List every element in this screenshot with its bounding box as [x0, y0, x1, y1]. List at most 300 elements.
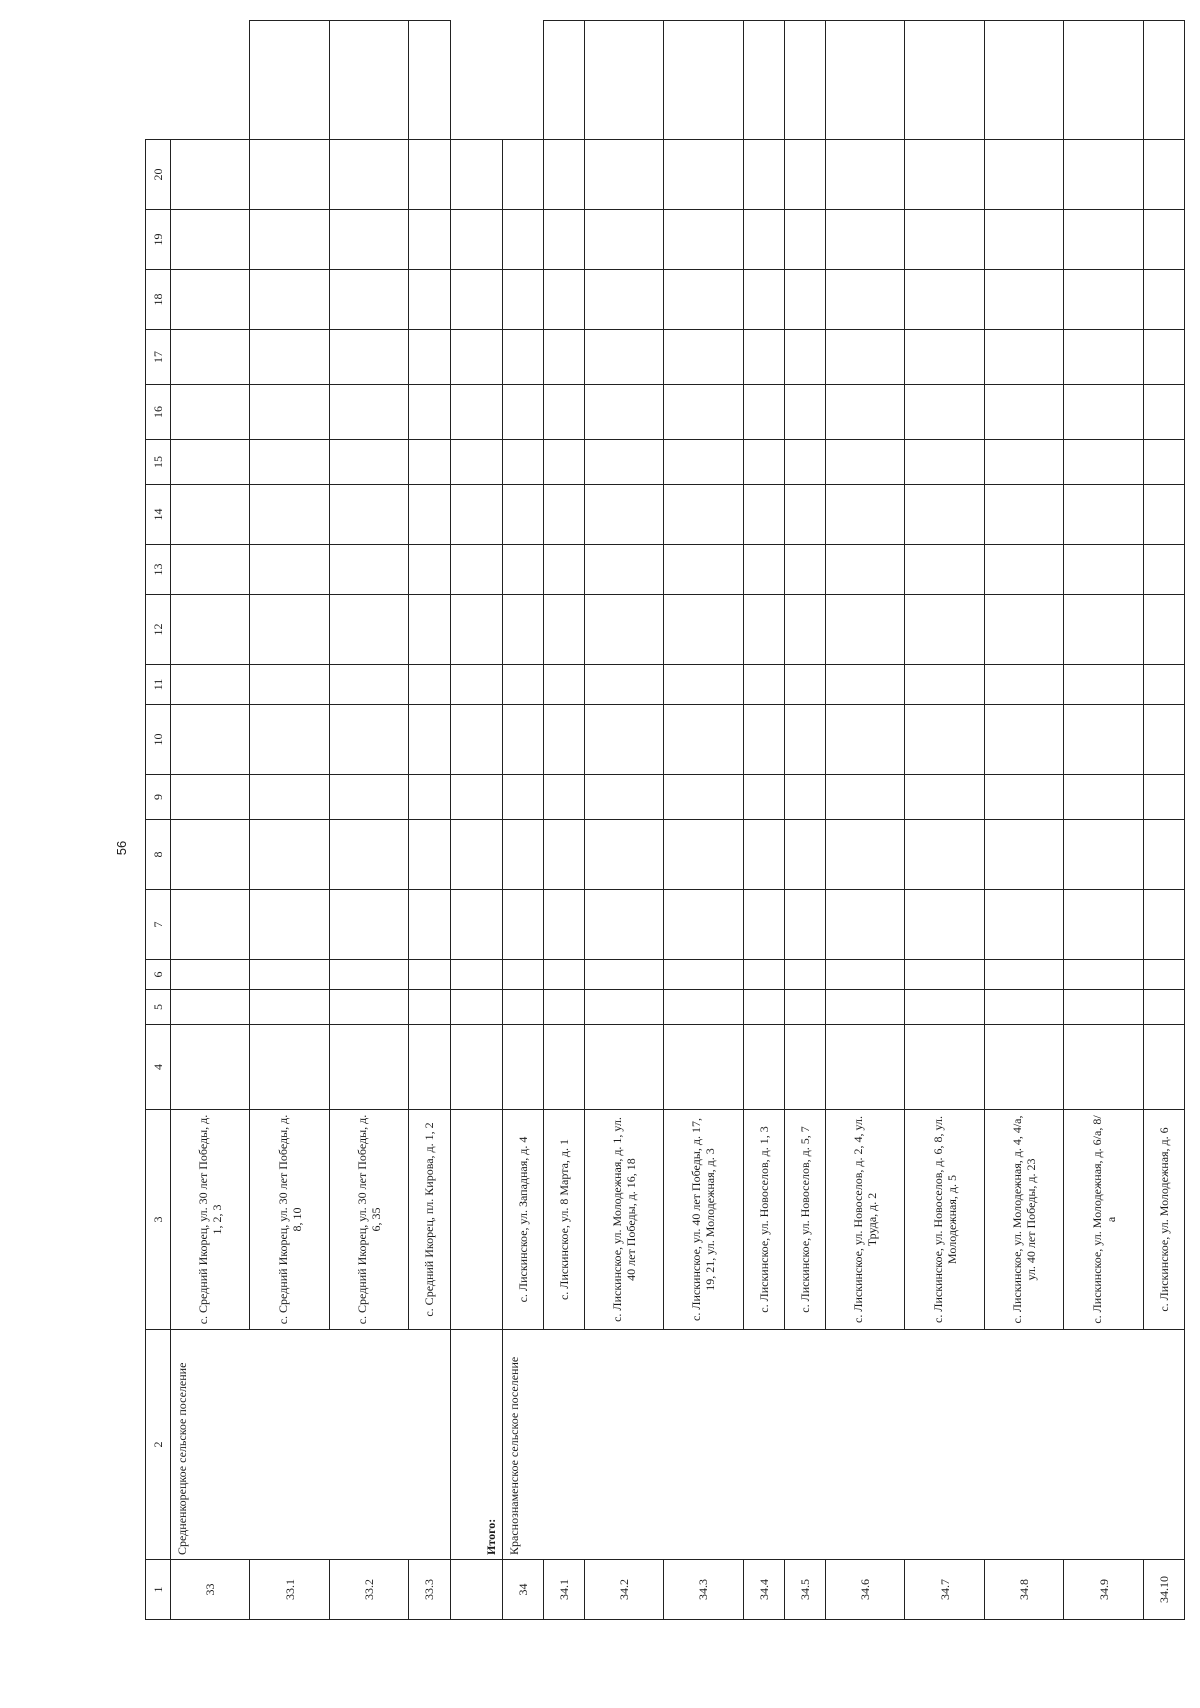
empty-cell: [502, 545, 543, 595]
empty-cell: [825, 820, 904, 890]
empty-cell: [450, 665, 502, 705]
empty-cell: [250, 385, 329, 440]
table-row: [502, 21, 543, 1620]
empty-cell: [984, 21, 1063, 140]
empty-cell: [905, 140, 984, 210]
address-cell: с. Лискинское, ул. Молодежная, д. 4, 4/а, ул. 40 лет Победы, д. 23: [984, 1110, 1063, 1330]
empty-cell: [450, 270, 502, 330]
empty-cell: [329, 990, 408, 1025]
empty-cell: [743, 595, 784, 665]
empty-cell: [584, 210, 663, 270]
address-cell: с. Средний Икорец, ул. 30 лет Победы, д. 6, 35: [329, 1110, 408, 1330]
empty-cell: [543, 890, 584, 960]
empty-cell: [409, 270, 450, 330]
empty-cell: [409, 960, 450, 990]
row-number: 34.5: [784, 1560, 825, 1620]
empty-cell: [450, 820, 502, 890]
empty-cell: [329, 595, 408, 665]
empty-cell: [664, 140, 743, 210]
empty-cell: [784, 485, 825, 545]
empty-cell: [743, 140, 784, 210]
empty-cell: [1143, 210, 1184, 270]
empty-cell: [784, 385, 825, 440]
empty-cell: [409, 705, 450, 775]
empty-cell: [743, 775, 784, 820]
empty-cell: [329, 440, 408, 485]
empty-cell: [1143, 775, 1184, 820]
row-number: 34: [502, 1560, 543, 1620]
empty-cell: [664, 545, 743, 595]
column-header: 3: [146, 1110, 171, 1330]
empty-cell: [584, 330, 663, 385]
column-header: 8: [146, 820, 171, 890]
empty-cell: [905, 440, 984, 485]
empty-cell: [250, 595, 329, 665]
column-header: 9: [146, 775, 171, 820]
empty-cell: [664, 775, 743, 820]
column-header: 14: [146, 485, 171, 545]
empty-cell: [250, 890, 329, 960]
empty-cell: [784, 960, 825, 990]
empty-cell: [784, 705, 825, 775]
empty-cell: [905, 990, 984, 1025]
empty-cell: [1064, 210, 1143, 270]
address-cell: с. Лискинское, ул. Новоселов, д. 5, 7: [784, 1110, 825, 1330]
empty-cell: [584, 440, 663, 485]
empty-cell: [825, 385, 904, 440]
address-cell: с. Лискинское, ул. Западная, д. 4: [502, 1110, 543, 1330]
empty-cell: [1143, 545, 1184, 595]
column-header: 20: [146, 140, 171, 210]
settlement-name: Краснознаменское сельское поселение: [502, 1330, 1184, 1560]
empty-cell: [664, 890, 743, 960]
empty-cell: [543, 820, 584, 890]
empty-cell: [664, 1025, 743, 1110]
empty-cell: [1064, 705, 1143, 775]
empty-cell: [584, 665, 663, 705]
column-header: 13: [146, 545, 171, 595]
empty-cell: [743, 330, 784, 385]
empty-cell: [450, 330, 502, 385]
empty-cell: [1143, 990, 1184, 1025]
empty-cell: [502, 270, 543, 330]
row-number: 34.7: [905, 1560, 984, 1620]
empty-cell: [784, 210, 825, 270]
empty-cell: [543, 990, 584, 1025]
empty-cell: [502, 775, 543, 820]
empty-cell: [1064, 820, 1143, 890]
address-cell: с. Лискинское, ул. 40 лет Победы, д. 17, 19, 21, ул. Молодежная, д. 3: [664, 1110, 743, 1330]
row-number: 33.1: [250, 1560, 329, 1620]
empty-cell: [905, 485, 984, 545]
row-number: 34.6: [825, 1560, 904, 1620]
empty-cell: [664, 330, 743, 385]
empty-cell: [409, 210, 450, 270]
column-header: 15: [146, 440, 171, 485]
empty-cell: [450, 705, 502, 775]
empty-cell: [784, 330, 825, 385]
empty-cell: [250, 1025, 329, 1110]
empty-cell: [664, 270, 743, 330]
empty-cell: [664, 960, 743, 990]
empty-cell: [250, 705, 329, 775]
column-header: 11: [146, 665, 171, 705]
empty-cell: [543, 545, 584, 595]
empty-cell: [1143, 1025, 1184, 1110]
empty-cell: [743, 210, 784, 270]
empty-cell: [329, 820, 408, 890]
empty-cell: [543, 21, 584, 140]
empty-cell: [450, 140, 502, 210]
empty-cell: [171, 1025, 250, 1110]
column-header: 19: [146, 210, 171, 270]
empty-cell: [664, 21, 743, 140]
empty-cell: [984, 210, 1063, 270]
empty-cell: [329, 545, 408, 595]
empty-cell: [1143, 140, 1184, 210]
empty-cell: [409, 990, 450, 1025]
empty-cell: [329, 775, 408, 820]
empty-cell: [664, 440, 743, 485]
empty-cell: [584, 385, 663, 440]
empty-cell: [502, 210, 543, 270]
empty-cell: [502, 485, 543, 545]
empty-cell: [250, 990, 329, 1025]
empty-cell: [905, 270, 984, 330]
empty-cell: [664, 385, 743, 440]
empty-cell: [543, 440, 584, 485]
empty-cell: [171, 140, 250, 210]
empty-cell: [543, 1025, 584, 1110]
empty-cell: [784, 270, 825, 330]
empty-cell: [905, 545, 984, 595]
empty-cell: [1064, 440, 1143, 485]
address-cell: с. Лискинское, ул. Новоселов, д. 6, 8, ул. Молодежная, д. 5: [905, 1110, 984, 1330]
empty-cell: [171, 270, 250, 330]
empty-cell: [784, 820, 825, 890]
empty-cell: [584, 705, 663, 775]
empty-cell: [171, 545, 250, 595]
empty-cell: [984, 775, 1063, 820]
empty-cell: [825, 270, 904, 330]
empty-cell: [584, 820, 663, 890]
empty-cell: [984, 705, 1063, 775]
empty-cell: [409, 21, 450, 140]
row-number: 34.4: [743, 1560, 784, 1620]
empty-cell: [1143, 960, 1184, 990]
empty-cell: [329, 270, 408, 330]
empty-cell: [664, 705, 743, 775]
empty-cell: [784, 440, 825, 485]
empty-cell: [450, 1025, 502, 1110]
row-number: 33.3: [409, 1560, 450, 1620]
empty-cell: [743, 1025, 784, 1110]
column-header: 1: [146, 1560, 171, 1620]
empty-cell: [584, 990, 663, 1025]
empty-cell: [543, 485, 584, 545]
empty-cell: [1143, 270, 1184, 330]
empty-cell: [502, 440, 543, 485]
empty-cell: [664, 820, 743, 890]
empty-cell: [250, 775, 329, 820]
empty-cell: [502, 960, 543, 990]
empty-cell: [250, 960, 329, 990]
empty-cell: [250, 21, 329, 140]
column-header: 10: [146, 705, 171, 775]
empty-cell: [743, 270, 784, 330]
empty-cell: [905, 595, 984, 665]
empty-cell: [329, 140, 408, 210]
empty-cell: [905, 330, 984, 385]
total-label: Итого:: [450, 1330, 502, 1560]
empty-cell: [450, 1560, 502, 1620]
empty-cell: [1143, 330, 1184, 385]
empty-cell: [743, 820, 784, 890]
empty-cell: [329, 960, 408, 990]
total-row: [450, 21, 502, 1620]
empty-cell: [543, 270, 584, 330]
address-cell: с. Лискинское, ул. Молодежная, д. 1, ул. 40 лет Победы, д. 16, 18: [584, 1110, 663, 1330]
empty-cell: [329, 210, 408, 270]
empty-cell: [825, 595, 904, 665]
empty-cell: [171, 890, 250, 960]
empty-cell: [825, 210, 904, 270]
header-row: [146, 21, 171, 1620]
empty-cell: [409, 140, 450, 210]
empty-cell: [329, 890, 408, 960]
empty-cell: [984, 990, 1063, 1025]
empty-cell: [171, 330, 250, 385]
empty-cell: [1143, 440, 1184, 485]
empty-cell: [250, 330, 329, 385]
empty-cell: [584, 485, 663, 545]
empty-cell: [543, 960, 584, 990]
empty-cell: [250, 270, 329, 330]
empty-cell: [409, 440, 450, 485]
empty-cell: [329, 485, 408, 545]
row-number: 34.2: [584, 1560, 663, 1620]
empty-cell: [543, 775, 584, 820]
empty-cell: [502, 385, 543, 440]
row-number: 33: [171, 1560, 250, 1620]
column-header: 18: [146, 270, 171, 330]
empty-cell: [409, 545, 450, 595]
empty-cell: [905, 665, 984, 705]
empty-cell: [825, 775, 904, 820]
empty-cell: [743, 990, 784, 1025]
empty-cell: [409, 485, 450, 545]
empty-cell: [905, 1025, 984, 1110]
empty-cell: [984, 485, 1063, 545]
empty-cell: [743, 960, 784, 990]
empty-cell: [825, 665, 904, 705]
empty-cell: [409, 330, 450, 385]
empty-cell: [905, 960, 984, 990]
address-cell: с. Лискинское, ул. Молодежная, д. 6/а, 8/а: [1064, 1110, 1143, 1330]
empty-cell: [825, 705, 904, 775]
empty-cell: [905, 705, 984, 775]
empty-cell: [825, 890, 904, 960]
empty-cell: [250, 545, 329, 595]
address-cell: с. Лискинское, ул. 8 Марта, д. 1: [543, 1110, 584, 1330]
empty-cell: [329, 330, 408, 385]
row-number: 34.9: [1064, 1560, 1143, 1620]
address-cell: с. Лискинское, ул. Новоселов, д. 2, 4, ул. Труда, д. 2: [825, 1110, 904, 1330]
empty-cell: [584, 140, 663, 210]
empty-cell: [450, 960, 502, 990]
empty-cell: [329, 705, 408, 775]
empty-cell: [784, 990, 825, 1025]
empty-cell: [171, 595, 250, 665]
empty-cell: [450, 595, 502, 665]
empty-cell: [1064, 21, 1143, 140]
empty-cell: [1064, 775, 1143, 820]
row-number: 34.1: [543, 1560, 584, 1620]
empty-cell: [502, 705, 543, 775]
empty-cell: [543, 665, 584, 705]
empty-cell: [984, 595, 1063, 665]
empty-cell: [450, 210, 502, 270]
empty-cell: [984, 890, 1063, 960]
address-cell: с. Средний Икорец, ул. 30 лет Победы, д. 1, 2, 3: [171, 1110, 250, 1330]
empty-cell: [584, 595, 663, 665]
empty-cell: [664, 595, 743, 665]
empty-cell: [743, 890, 784, 960]
empty-cell: [664, 665, 743, 705]
empty-cell: [584, 270, 663, 330]
empty-cell: [409, 595, 450, 665]
empty-cell: [584, 21, 663, 140]
empty-cell: [1143, 890, 1184, 960]
empty-cell: [1143, 485, 1184, 545]
empty-cell: [784, 890, 825, 960]
empty-cell: [825, 440, 904, 485]
empty-cell: [825, 140, 904, 210]
empty-cell: [984, 545, 1063, 595]
empty-cell: [450, 1110, 502, 1330]
row-number: 34.3: [664, 1560, 743, 1620]
empty-cell: [543, 140, 584, 210]
empty-cell: [543, 385, 584, 440]
empty-cell: [984, 1025, 1063, 1110]
row-number: 34.8: [984, 1560, 1063, 1620]
address-cell: с. Лискинское, ул. Молодежная, д. 6: [1143, 1110, 1184, 1330]
empty-cell: [784, 21, 825, 140]
empty-cell: [825, 990, 904, 1025]
empty-cell: [743, 705, 784, 775]
empty-cell: [171, 705, 250, 775]
empty-cell: [743, 385, 784, 440]
empty-cell: [250, 820, 329, 890]
column-header: 7: [146, 890, 171, 960]
empty-cell: [1143, 665, 1184, 705]
empty-cell: [1064, 330, 1143, 385]
empty-cell: [171, 820, 250, 890]
column-header: 12: [146, 595, 171, 665]
empty-cell: [450, 775, 502, 820]
empty-cell: [543, 330, 584, 385]
empty-cell: [664, 210, 743, 270]
empty-cell: [584, 960, 663, 990]
empty-cell: [329, 385, 408, 440]
empty-cell: [825, 21, 904, 140]
column-header: 16: [146, 385, 171, 440]
empty-cell: [409, 890, 450, 960]
empty-cell: [905, 385, 984, 440]
empty-cell: [250, 140, 329, 210]
empty-cell: [171, 775, 250, 820]
empty-cell: [664, 485, 743, 545]
empty-cell: [1064, 385, 1143, 440]
empty-cell: [450, 440, 502, 485]
page-number: 56: [114, 840, 129, 856]
empty-cell: [905, 820, 984, 890]
empty-cell: [409, 775, 450, 820]
empty-cell: [250, 485, 329, 545]
empty-cell: [409, 1025, 450, 1110]
column-header: 17: [146, 330, 171, 385]
empty-cell: [171, 960, 250, 990]
column-header: 2: [146, 1330, 171, 1560]
empty-cell: [743, 21, 784, 140]
empty-cell: [171, 485, 250, 545]
empty-cell: [250, 665, 329, 705]
empty-cell: [984, 270, 1063, 330]
empty-cell: [171, 665, 250, 705]
empty-cell: [905, 210, 984, 270]
empty-cell: [450, 545, 502, 595]
data-table: [145, 20, 1185, 1620]
column-header: 5: [146, 990, 171, 1025]
empty-cell: [825, 1025, 904, 1110]
empty-cell: [502, 890, 543, 960]
empty-cell: [984, 960, 1063, 990]
rotated-table-container: [145, 20, 1185, 1620]
empty-cell: [543, 705, 584, 775]
empty-cell: [905, 21, 984, 140]
empty-cell: [825, 545, 904, 595]
empty-cell: [1064, 990, 1143, 1025]
empty-cell: [1143, 820, 1184, 890]
empty-cell: [1064, 485, 1143, 545]
empty-cell: [450, 990, 502, 1025]
empty-cell: [743, 440, 784, 485]
empty-cell: [784, 1025, 825, 1110]
empty-cell: [171, 210, 250, 270]
address-cell: с. Средний Икорец, пл. Кирова, д. 1, 2: [409, 1110, 450, 1330]
empty-cell: [784, 665, 825, 705]
empty-cell: [409, 385, 450, 440]
empty-cell: [543, 595, 584, 665]
empty-cell: [250, 440, 329, 485]
empty-cell: [1064, 890, 1143, 960]
empty-cell: [250, 210, 329, 270]
empty-cell: [825, 485, 904, 545]
column-header: 6: [146, 960, 171, 990]
empty-cell: [171, 385, 250, 440]
empty-cell: [171, 990, 250, 1025]
empty-cell: [450, 385, 502, 440]
empty-cell: [825, 330, 904, 385]
address-cell: с. Лискинское, ул. Новоселов, д. 1, 3: [743, 1110, 784, 1330]
empty-cell: [784, 140, 825, 210]
empty-cell: [984, 820, 1063, 890]
table-row: [171, 21, 250, 1620]
empty-cell: [450, 890, 502, 960]
table-body: [146, 21, 1185, 1620]
empty-cell: [584, 890, 663, 960]
scanned-sheet: [145, 20, 1185, 1620]
